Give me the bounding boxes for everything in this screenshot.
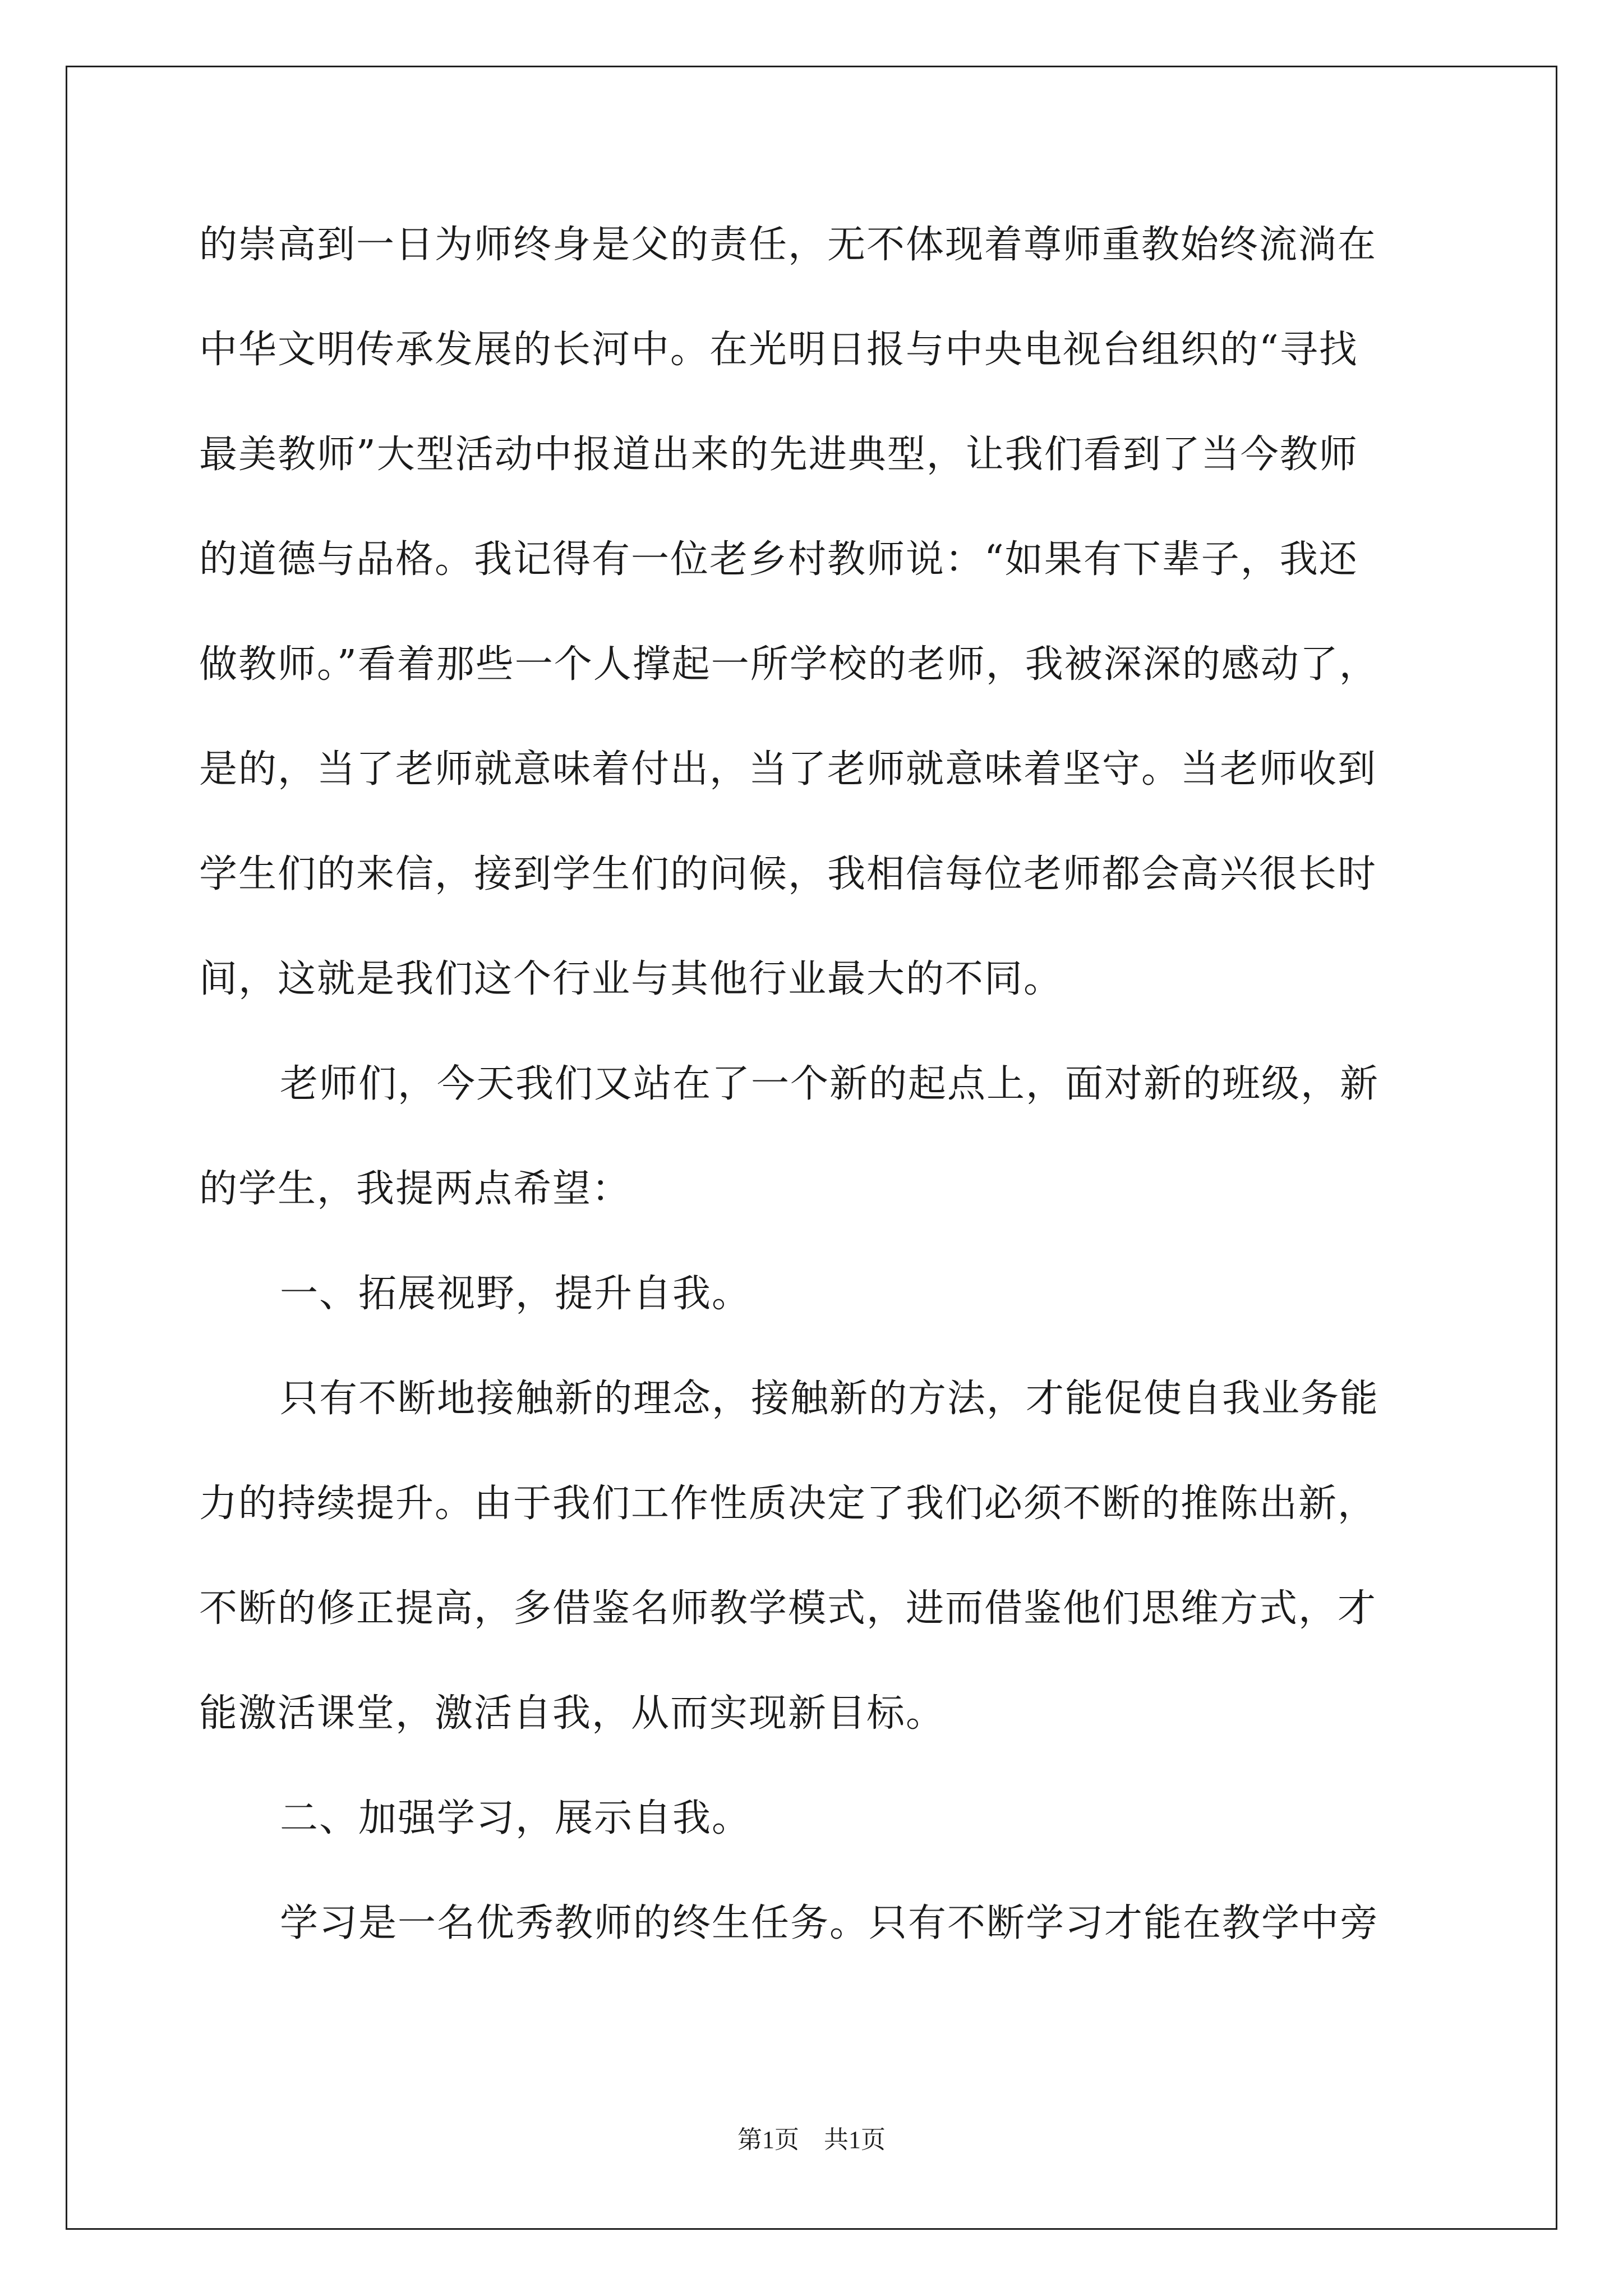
text-line: 老师们，今天我们又站在了一个新的起点上，面对新的班级，新: [280, 1062, 1380, 1106]
text-line: 间，这就是我们这个行业与其他行业最大的不同。: [199, 957, 1063, 1001]
document-body: [199, 219, 1433, 2002]
text-line: 不断的修正提高，多借鉴名师教学模式，进而借鉴他们思维方式，才: [199, 1586, 1377, 1631]
text-line: 学习是一名优秀教师的终生任务。只有不断学习才能在教学中旁: [280, 1901, 1380, 1945]
text-line: 学生们的来信，接到学生们的问候，我相信每位老师都会高兴很长时: [199, 852, 1377, 896]
text-line: 的崇高到一日为师终身是父的责任，无不体现着尊师重教始终流淌在: [199, 223, 1377, 267]
page-total: 共1页: [824, 2126, 886, 2154]
text-line: 是的，当了老师就意味着付出，当了老师就意味着坚守。当老师收到: [199, 747, 1377, 792]
text-line: 最美教师”大型活动中报道出来的先进典型，让我们看到了当今教师: [199, 432, 1358, 477]
page-footer: [0, 2123, 1623, 2157]
text-line: 做教师。”看着那些一个人撑起一所学校的老师，我被深深的感动了，: [199, 642, 1378, 687]
text-line: 的学生，我提两点希望：: [199, 1167, 631, 1211]
text-line: 只有不断地接触新的理念，接触新的方法，才能促使自我业务能: [280, 1377, 1380, 1421]
text-line: 力的持续提升。由于我们工作性质决定了我们必须不断的推陈出新，: [199, 1481, 1377, 1526]
text-line: 能激活课堂，激活自我，从而实现新目标。: [199, 1691, 946, 1736]
footer-spacer: [799, 2126, 824, 2154]
text-line: 的道德与品格。我记得有一位老乡村教师说：“如果有下辈子，我还: [199, 537, 1358, 582]
text-line: 中华文明传承发展的长河中。在光明日报与中央电视台组织的“寻找: [199, 328, 1358, 372]
page-number: 第1页: [737, 2126, 799, 2154]
section-heading: 一、拓展视野，提升自我。: [280, 1272, 751, 1316]
section-heading: 二、加强学习，展示自我。: [280, 1796, 751, 1841]
